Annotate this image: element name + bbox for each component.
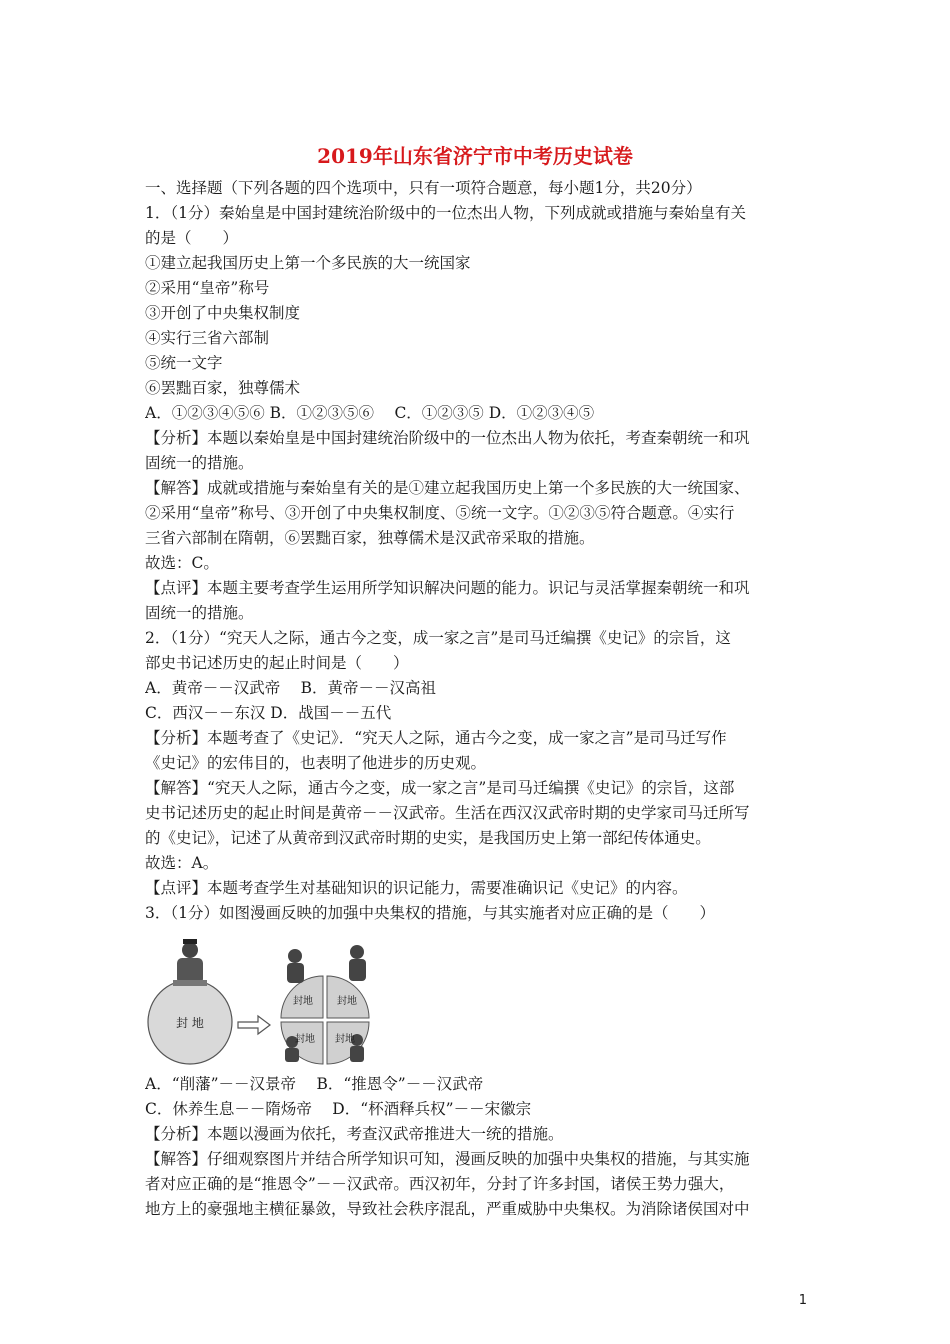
feudal-land-division-cartoon (145, 930, 375, 1070)
quarter-label: 封地 (295, 1034, 315, 1045)
question-block-1-3 (145, 176, 810, 926)
quarter-label: 封地 (337, 996, 357, 1007)
text-line: 【分析】本题考查了《史记》．“究天人之际，通古今之变，成一家之言”是司马迁写作 (145, 729, 727, 747)
text-line: 部史书记述历史的起止时间是（ ） (145, 654, 409, 672)
text-line: 三省六部制在隋朝，⑥罢黜百家，独尊儒术是汉武帝采取的措施。 (145, 529, 595, 547)
text-line: 【点评】本题主要考查学生运用所学知识解决问题的能力。识记与灵活掌握秦朝统一和巩 (145, 579, 750, 597)
arrow-icon (238, 1016, 270, 1034)
text-line: A．①②③④⑤⑥ B．①②③⑤⑥ C．①②③⑤ D．①②③④⑤ (145, 404, 595, 422)
text-line: ②采用“皇帝”称号 (145, 279, 270, 297)
text-line: ①建立起我国历史上第一个多民族的大一统国家 (145, 254, 471, 272)
text-line: ⑤统一文字 (145, 354, 223, 372)
lord-figure-left (173, 939, 207, 986)
text-line: 【分析】本题以漫画为依托，考查汉武帝推进大一统的措施。 (145, 1125, 564, 1143)
text-line: 故选：C。 (145, 554, 219, 572)
text-line: 2．（1分）“究天人之际，通古今之变，成一家之言”是司马迁编撰《史记》的宗旨，这 (145, 629, 731, 647)
text-line: 1．（1分）秦始皇是中国封建统治阶级中的一位杰出人物，下列成就或措施与秦始皇有关 (145, 204, 746, 222)
text-line: 的是（ ） (145, 229, 239, 247)
text-line: 【解答】成就或措施与秦始皇有关的是①建立起我国历史上第一个多民族的大一统国家、 (145, 479, 750, 497)
text-line: 【点评】本题考查学生对基础知识的识记能力，需要准确识记《史记》的内容。 (145, 879, 688, 897)
text-line: 《史记》的宏伟目的，也表明了他进步的历史观。 (145, 754, 487, 772)
text-line: C．休养生息－－隋炀帝 D．“杯酒释兵权”－－宋徽宗 (145, 1100, 532, 1118)
text-line: A．“削藩”－－汉景帝 B．“推恩令”－－汉武帝 (145, 1075, 484, 1093)
text-line: 地方上的豪强地主横征暴敛，导致社会秩序混乱，严重威胁中央集权。为消除诸侯国对中 (145, 1200, 750, 1218)
text-line: 故选：A。 (145, 854, 219, 872)
quarter-label: 封地 (293, 996, 313, 1007)
cartoon-figure (145, 930, 375, 1070)
text-line: 固统一的措施。 (145, 454, 254, 472)
text-line: 史书记述历史的起止时间是黄帝－－汉武帝。生活在西汉汉武帝时期的史学家司马迁所写 (145, 804, 750, 822)
text-line: C．西汉－－东汉 D．战国－－五代 (145, 704, 392, 722)
text-line: ③开创了中央集权制度 (145, 304, 301, 322)
exam-content (145, 176, 810, 1222)
text-line: 【解答】仔细观察图片并结合所学知识可知，漫画反映的加强中央集权的措施，与其实施 (145, 1150, 750, 1168)
text-line: 的《史记》，记述了从黄帝到汉武帝时期的史实，是我国历史上第一部纪传体通史。 (145, 829, 711, 847)
text-line: 【分析】本题以秦始皇是中国封建统治阶级中的一位杰出人物为依托，考查秦朝统一和巩 (145, 429, 750, 447)
text-line: ⑥罢黜百家，独尊儒术 (145, 379, 301, 397)
exam-title: 2019年山东省济宁市中考历史试卷 (317, 144, 633, 168)
text-line: 者对应正确的是“推恩令”－－汉武帝。西汉初年，分封了许多封国，诸侯王势力强大， (145, 1175, 735, 1193)
page-number: 1 (798, 1293, 807, 1308)
text-line: ②采用“皇帝”称号、③开创了中央集权制度、⑤统一文字。①②③⑤符合题意。④实行 (145, 504, 735, 522)
quarter-label: 封地 (335, 1034, 355, 1045)
text-line: 一、选择题（下列各题的四个选项中，只有一项符合题意，每小题1分，共20分） (145, 179, 702, 197)
land-label: 封 地 (176, 1016, 204, 1030)
text-line: A．黄帝－－汉武帝 B．黄帝－－汉高祖 (145, 679, 437, 697)
text-line: 【解答】“究天人之际，通古今之变，成一家之言”是司马迁编撰《史记》的宗旨，这部 (145, 779, 735, 797)
text-line: 固统一的措施。 (145, 604, 254, 622)
text-line: ④实行三省六部制 (145, 329, 270, 347)
text-line: 3．（1分）如图漫画反映的加强中央集权的措施，与其实施者对应正确的是（ ） (145, 904, 715, 922)
question-3-answers (145, 1072, 810, 1222)
